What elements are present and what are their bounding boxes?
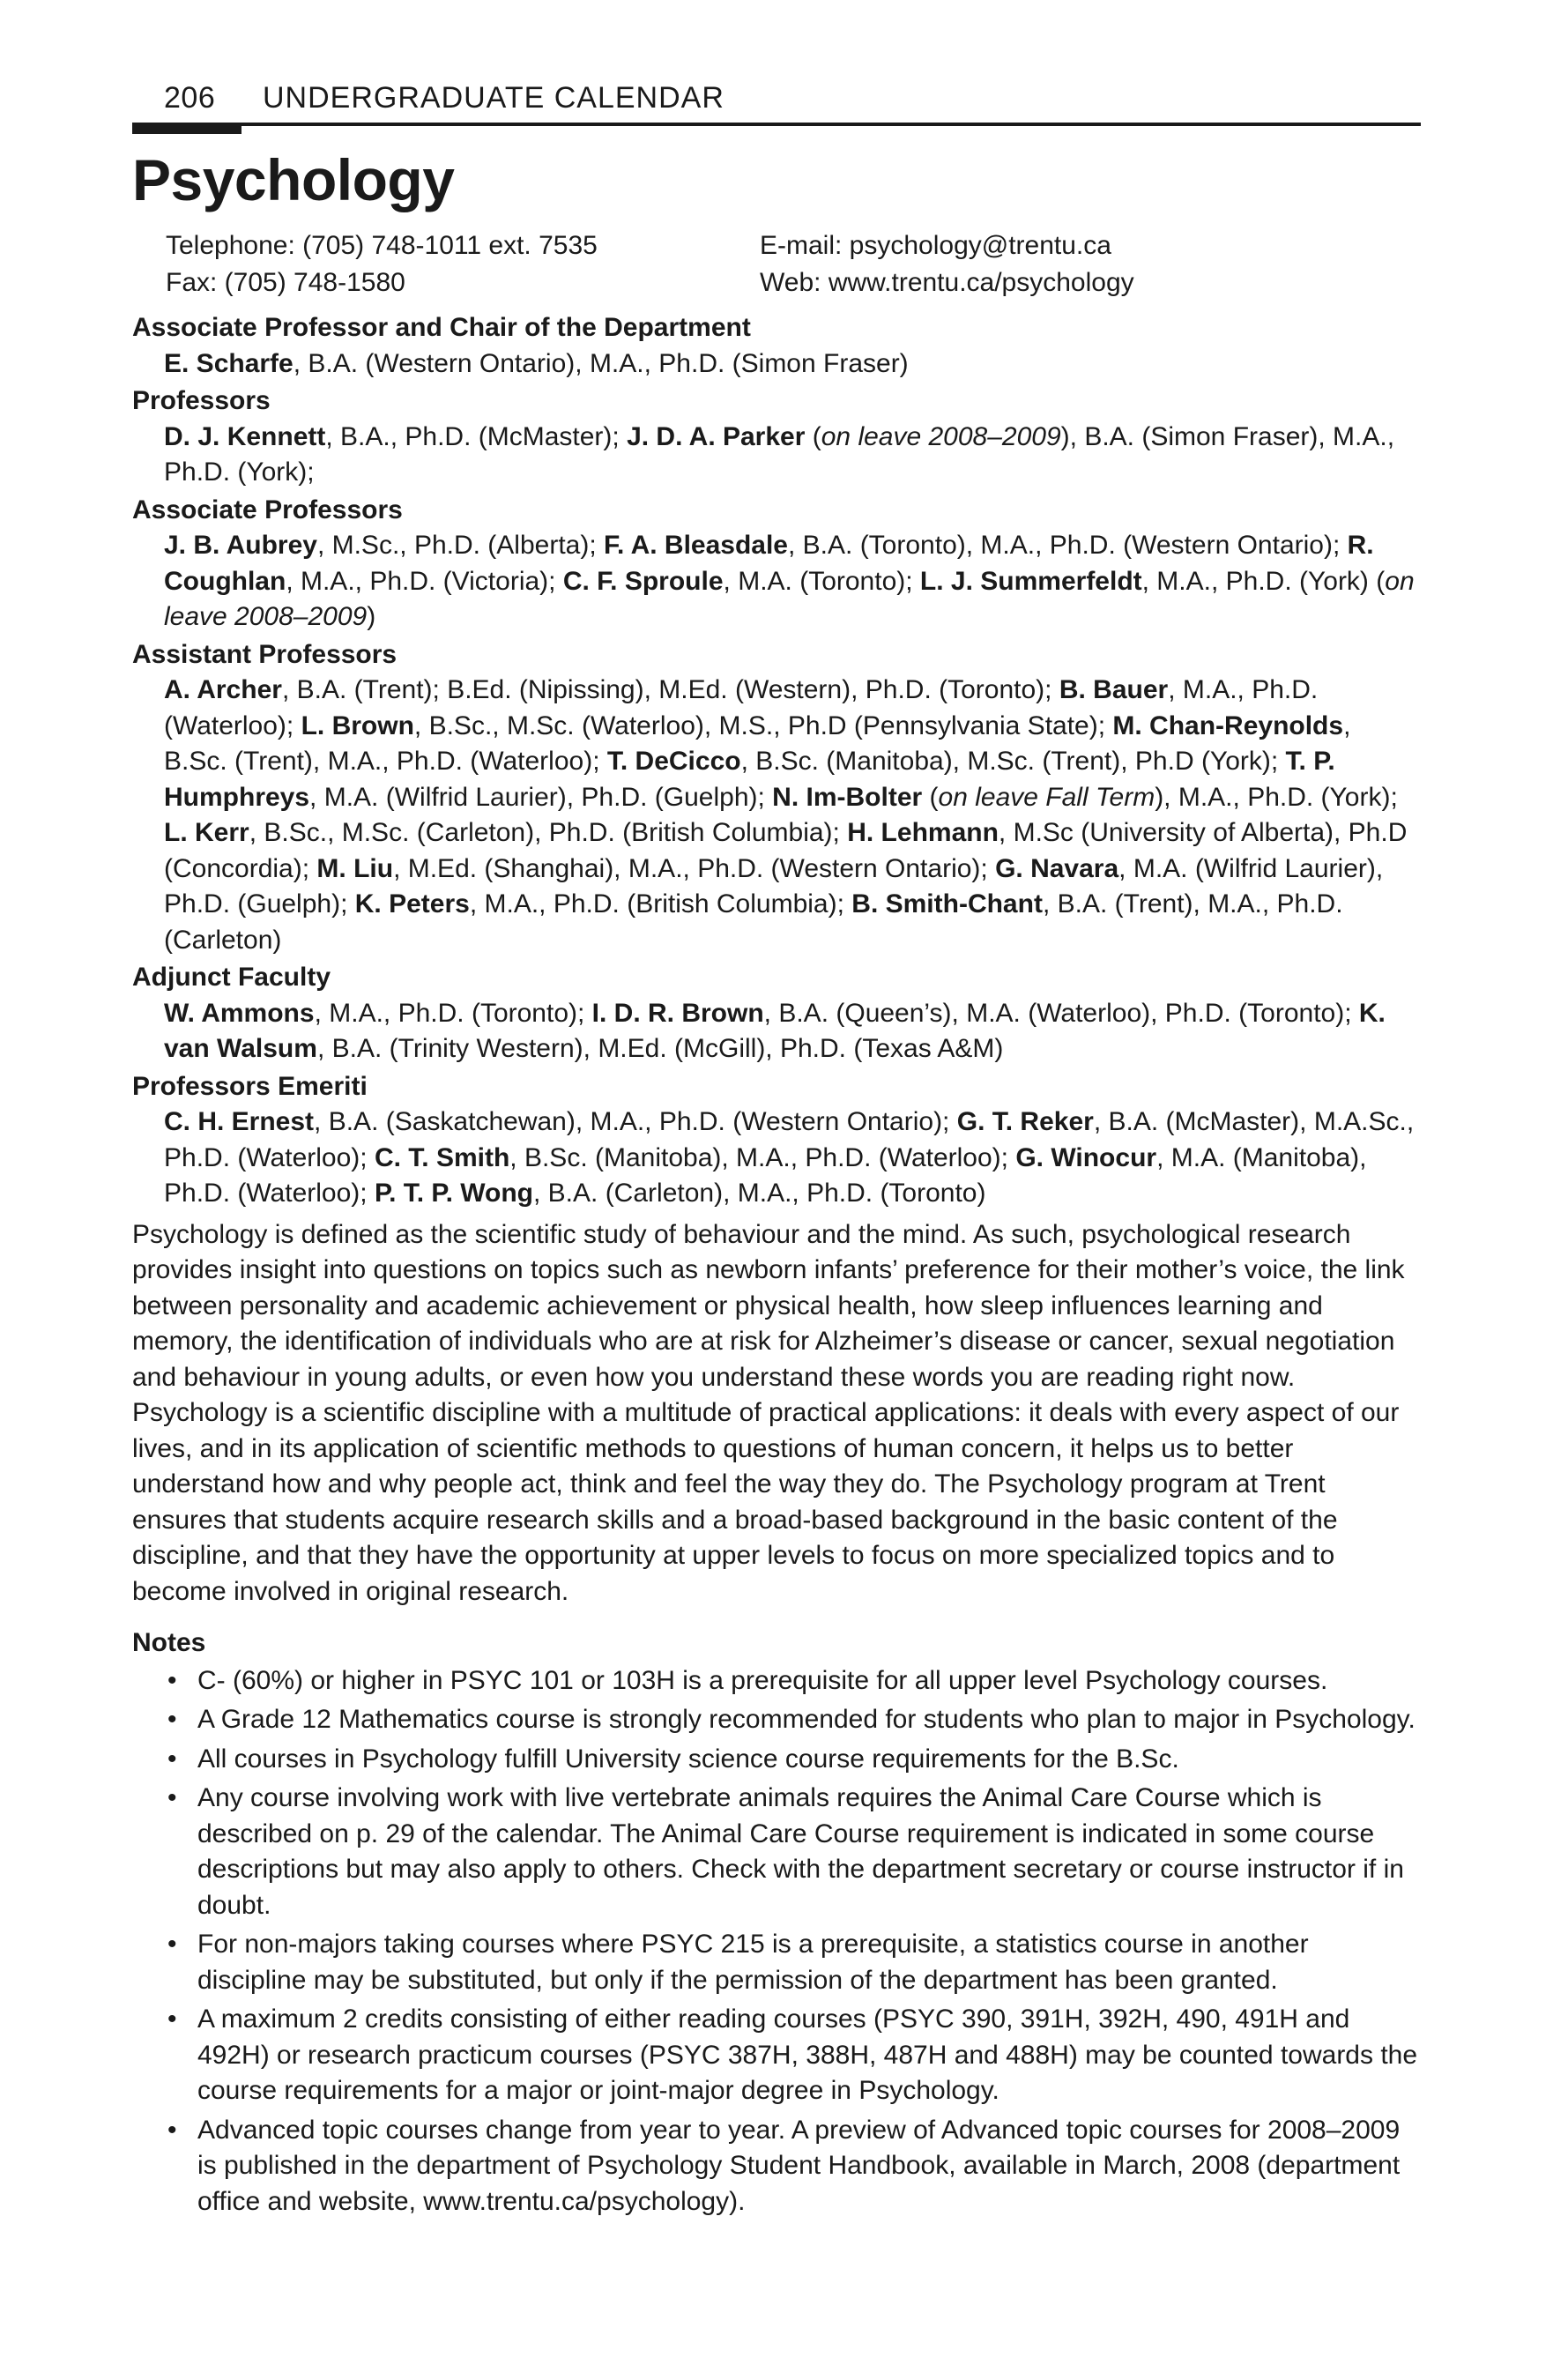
- note-text: For non-majors taking courses where PSYC 215 is a prerequisite, a statistics course in another discipline may be substituted, but only if the permission of the department has been granted.: [197, 1930, 1309, 1995]
- calendar-title: UNDERGRADUATE CALENDAR: [263, 81, 724, 115]
- credentials-text: , B.A. (Trent); B.Ed. (Nipissing), M.Ed. (Western), Ph.D. (Toronto);: [281, 675, 1059, 704]
- leave-note: on leave 2008–2009: [164, 566, 1415, 631]
- credentials-text: ), B.A. (Simon Fraser), M.A., Ph.D. (York);: [164, 421, 1395, 487]
- faculty-section-heading: Associate Professors: [132, 495, 403, 524]
- credentials-text: , B.A. (McMaster), M.A.Sc., Ph.D. (Waterloo);: [164, 1107, 1415, 1172]
- faculty-name: F. A. Bleasdale: [604, 531, 788, 560]
- credentials-text: , M.A., Ph.D. (Toronto);: [314, 998, 592, 1028]
- note-item: [132, 1781, 1421, 1923]
- page-title: Psychology: [132, 147, 455, 212]
- faculty-name: G. Winocur: [1015, 1142, 1157, 1172]
- note-item: [132, 1663, 1421, 1699]
- credentials-text: , B.A. (Trent), M.A., Ph.D. (Carleton): [164, 889, 1343, 955]
- faculty-list: [132, 310, 1421, 1212]
- bullet-icon: •: [167, 2004, 177, 2034]
- credentials-text: , B.A. (Western Ontario), M.A., Ph.D. (Simon Fraser): [293, 348, 909, 378]
- web: Web: www.trentu.ca/psychology: [760, 268, 1134, 297]
- leave-note: on leave Fall Term: [938, 782, 1155, 812]
- faculty-entry: [132, 1104, 1421, 1212]
- credentials-text: ), M.A., Ph.D. (York);: [1155, 782, 1398, 812]
- email: E-mail: psychology@trentu.ca: [760, 231, 1111, 260]
- leave-note: on leave 2008–2009: [821, 421, 1061, 451]
- note-item: [132, 1702, 1421, 1738]
- note-text: Any course involving work with live vertebrate animals requires the Animal Care Course which is described on p. 29 of the calendar. The Animal Care Course requirement is indicated in some course descriptions but may also apply to others. Check with the department secretary or course instructor if in doubt.: [197, 1783, 1404, 1920]
- faculty-section-heading: Professors: [132, 386, 271, 415]
- note-text: A maximum 2 credits consisting of either reading courses (PSYC 390, 391H, 392H, 490, 491H and 492H) or research practicum courses (PSYC 387H, 388H, 487H and 488H) may be counted towards the course requirements for a major or joint-major degree in Psychology.: [197, 2004, 1418, 2105]
- main-content: [132, 310, 1421, 2223]
- credentials-text: , M.Sc., Ph.D. (Alberta);: [316, 531, 605, 560]
- faculty-section-heading: Adjunct Faculty: [132, 963, 331, 992]
- header-rule-accent: [132, 123, 241, 134]
- telephone: Telephone: (705) 748-1011 ext. 7535: [166, 231, 598, 260]
- faculty-entry: [132, 996, 1421, 1067]
- credentials-text: , M.Ed. (Shanghai), M.A., Ph.D. (Western Ontario);: [393, 853, 996, 883]
- bullet-icon: •: [167, 1744, 177, 1774]
- bullet-icon: •: [167, 1665, 177, 1695]
- credentials-text: , B.Sc. (Manitoba), M.Sc. (Trent), Ph.D (York);: [740, 747, 1286, 776]
- faculty-name: K. Peters: [354, 889, 470, 919]
- note-item: [132, 2002, 1421, 2109]
- credentials-text: , B.Sc., M.Sc. (Carleton), Ph.D. (British Columbia);: [249, 818, 848, 847]
- faculty-name: C. T. Smith: [374, 1142, 510, 1172]
- faculty-name: N. Im-Bolter: [772, 782, 923, 812]
- faculty-entry: [132, 420, 1421, 491]
- credentials-text: (: [922, 782, 939, 812]
- notes-list: [132, 1663, 1421, 2220]
- faculty-name: G. Navara: [995, 853, 1119, 883]
- note-text: C- (60%) or higher in PSYC 101 or 103H is a prerequisite for all upper level Psychology courses.: [197, 1665, 1328, 1695]
- faculty-name: M. Liu: [316, 853, 394, 883]
- bullet-icon: •: [167, 2115, 177, 2145]
- faculty-name: L. Kerr: [164, 818, 249, 847]
- faculty-name: H. Lehmann: [847, 818, 999, 847]
- header-rule: [132, 123, 1421, 126]
- credentials-text: , M.A., Ph.D. (York) (: [1141, 566, 1386, 596]
- credentials-text: , M.A. (Wilfrid Laurier), Ph.D. (Guelph);: [164, 853, 1384, 919]
- credentials-text: , B.A. (Queen’s), M.A. (Waterloo), Ph.D. (Toronto);: [763, 998, 1359, 1028]
- credentials-text: , B.A., Ph.D. (McMaster);: [325, 421, 628, 451]
- faculty-name: G. T. Reker: [956, 1107, 1094, 1136]
- credentials-text: (: [805, 421, 821, 451]
- faculty-name: T. P. Humphreys: [164, 747, 1335, 812]
- faculty-name: P. T. P. Wong: [374, 1179, 533, 1208]
- faculty-entry: [132, 673, 1421, 958]
- running-header: [132, 81, 1421, 125]
- contact-email-web: [760, 227, 1134, 301]
- note-item: [132, 2113, 1421, 2220]
- faculty-entry: [132, 528, 1421, 636]
- faculty-name: B. Smith-Chant: [851, 889, 1043, 919]
- page-number: 206: [164, 81, 216, 115]
- faculty-name: J. B. Aubrey: [164, 531, 317, 560]
- faculty-name: R. Coughlan: [164, 531, 1374, 596]
- faculty-name: K. van Walsum: [164, 998, 1386, 1063]
- bullet-icon: •: [167, 1783, 177, 1812]
- notes-heading: Notes: [132, 1628, 206, 1657]
- faculty-name: J. D. A. Parker: [627, 421, 806, 451]
- faculty-section-heading: Assistant Professors: [132, 639, 398, 669]
- faculty-name: C. F. Sproule: [562, 566, 724, 596]
- bullet-icon: •: [167, 1930, 177, 1959]
- faculty-entry: [132, 346, 1421, 383]
- faculty-section-heading: Associate Professor and Chair of the Department: [132, 313, 751, 342]
- faculty-name: L. Brown: [301, 710, 414, 740]
- credentials-text: , B.A. (Toronto), M.A., Ph.D. (Western Ontario);: [788, 531, 1348, 560]
- contact-phone-fax: [166, 227, 598, 301]
- faculty-name: T. DeCicco: [606, 747, 741, 776]
- bullet-icon: •: [167, 1705, 177, 1734]
- credentials-text: , M.A., Ph.D. (British Columbia);: [469, 889, 852, 919]
- credentials-text: , B.Sc. (Trent), M.A., Ph.D. (Waterloo);: [164, 710, 1351, 776]
- credentials-text: , B.A. (Carleton), M.A., Ph.D. (Toronto): [533, 1179, 986, 1208]
- credentials-text: , B.A. (Trinity Western), M.Ed. (McGill), Ph.D. (Texas A&M): [316, 1034, 1004, 1063]
- faculty-name: W. Ammons: [164, 998, 315, 1028]
- note-text: A Grade 12 Mathematics course is strongly recommended for students who plan to major in Psychology.: [197, 1705, 1416, 1734]
- faculty-name: I. D. R. Brown: [591, 998, 764, 1028]
- credentials-text: , B.Sc., M.Sc. (Waterloo), M.S., Ph.D (Pennsylvania State);: [413, 710, 1113, 740]
- faculty-name: L. J. Summerfeldt: [919, 566, 1142, 596]
- credentials-text: , M.A., Ph.D. (Victoria);: [286, 566, 563, 596]
- credentials-text: , M.Sc (University of Alberta), Ph.D (Concordia);: [164, 818, 1408, 883]
- credentials-text: , M.A. (Toronto);: [723, 566, 920, 596]
- note-text: All courses in Psychology fulfill University science course requirements for the B.Sc.: [197, 1744, 1179, 1774]
- fax: Fax: (705) 748-1580: [166, 268, 405, 297]
- note-item: [132, 1927, 1421, 1998]
- faculty-name: A. Archer: [164, 675, 282, 704]
- faculty-section-heading: Professors Emeriti: [132, 1071, 368, 1101]
- faculty-name: C. H. Ernest: [164, 1107, 315, 1136]
- faculty-name: D. J. Kennett: [164, 421, 326, 451]
- faculty-name: M. Chan-Reynolds: [1112, 710, 1344, 740]
- credentials-text: , B.A. (Saskatchewan), M.A., Ph.D. (Western Ontario);: [314, 1107, 957, 1136]
- credentials-text: , M.A., Ph.D. (Waterloo);: [164, 675, 1319, 740]
- program-description: Psychology is defined as the scientific study of behaviour and the mind. As such, psychological research provides insight into questions on topics such as newborn infants’ preference for their mother’s voice, the link between personality and academic achievement or physical health, how sleep influences learning and memory, the identification of individuals who are at risk for Alzheimer’s disease or cancer, sexual negotiation and behaviour in young adults, or even how you understand these words you are reading right now. Psychology is a scientific discipline with a multitude of practical applications: it deals with every aspect of our lives, and in its application of scientific methods to questions of human concern, it helps us to better understand how and why people act, think and feel the way they do. The Psychology program at Trent ensures that students acquire research skills and a broad-based background in the basic content of the discipline, and that they have the opportunity at upper levels to focus on more specialized topics and to become involved in original research.: [132, 1219, 1405, 1606]
- credentials-text: , B.Sc. (Manitoba), M.A., Ph.D. (Waterloo);: [509, 1142, 1016, 1172]
- faculty-name: E. Scharfe: [164, 348, 294, 378]
- credentials-text: , M.A. (Manitoba), Ph.D. (Waterloo);: [164, 1142, 1367, 1208]
- credentials-text: , M.A. (Wilfrid Laurier), Ph.D. (Guelph);: [309, 782, 773, 812]
- faculty-name: B. Bauer: [1059, 675, 1169, 704]
- note-text: Advanced topic courses change from year to year. A preview of Advanced topic courses for 2008–2009 is published in the department of Psychology Student Handbook, available in March, 2008 (department office and website, www.trentu.ca/psychology).: [197, 2115, 1401, 2216]
- note-item: [132, 1742, 1421, 1778]
- credentials-text: ): [367, 602, 376, 631]
